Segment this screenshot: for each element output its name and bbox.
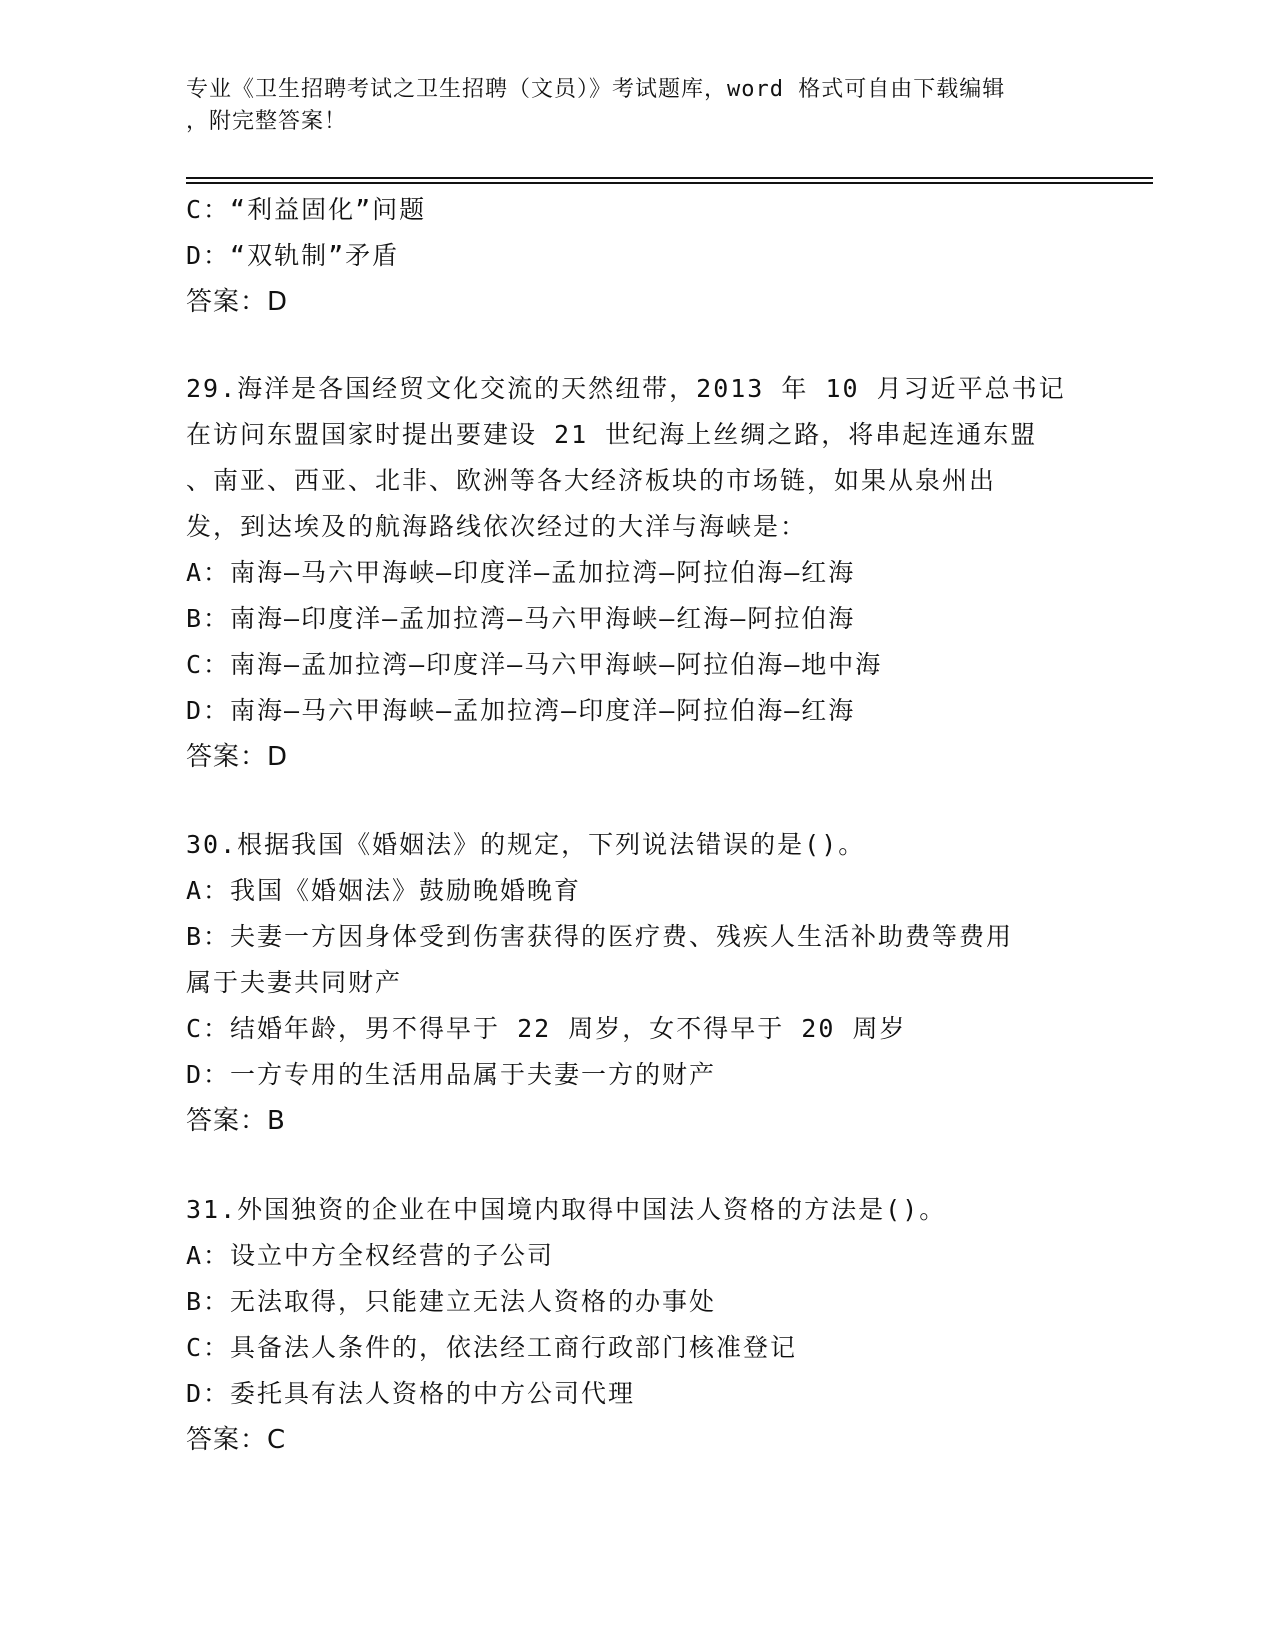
q31-option-b: B：无法取得，只能建立无法人资格的办事处 <box>186 1287 717 1316</box>
q30-stem: 30.根据我国《婚姻法》的规定，下列说法错误的是()。 <box>186 830 866 859</box>
q28-option-d: D：“双轨制”矛盾 <box>186 241 400 270</box>
q31-stem: 31.外国独资的企业在中国境内取得中国法人资格的方法是()。 <box>186 1195 947 1224</box>
q29-option-b: B：南海—印度洋—孟加拉湾—马六甲海峡—红海—阿拉伯海 <box>186 604 856 633</box>
q29-option-c: C：南海—孟加拉湾—印度洋—马六甲海峡—阿拉伯海—地中海 <box>186 650 883 679</box>
q30-option-b-line-1: B：夫妻一方因身体受到伤害获得的医疗费、残疾人生活补助费等费用 <box>186 922 1014 951</box>
q30-answer: 答案：B <box>186 1106 286 1136</box>
q30-option-d: D：一方专用的生活用品属于夫妻一方的财产 <box>186 1060 717 1089</box>
header-line-1: 专业《卫生招聘考试之卫生招聘（文员）》考试题库，word 格式可自由下载编辑 <box>186 77 1006 102</box>
q31-option-a: A：设立中方全权经营的子公司 <box>186 1241 555 1270</box>
q29-stem-line-1: 29.海洋是各国经贸文化交流的天然纽带，2013 年 10 月习近平总书记 <box>186 374 1066 403</box>
q29-option-a: A：南海—马六甲海峡—印度洋—孟加拉湾—阿拉伯海—红海 <box>186 558 856 587</box>
q28-option-c: C：“利益固化”问题 <box>186 195 427 224</box>
q29-option-d: D：南海—马六甲海峡—孟加拉湾—印度洋—阿拉伯海—红海 <box>186 696 856 725</box>
header-divider-bottom <box>186 182 1153 184</box>
document-header <box>186 74 1086 138</box>
header-line-2: ，附完整答案！ <box>186 109 348 134</box>
q31-option-c: C：具备法人条件的，依法经工商行政部门核准登记 <box>186 1333 798 1362</box>
q29-answer: 答案：D <box>186 742 289 772</box>
q29-stem-line-4: 发，到达埃及的航海路线依次经过的大洋与海峡是： <box>186 512 808 541</box>
q29-stem-line-3: 、南亚、西亚、北非、欧洲等各大经济板块的市场链，如果从泉州出 <box>186 466 997 495</box>
q31-answer: 答案：C <box>186 1425 287 1455</box>
q30-option-c: C：结婚年龄，男不得早于 22 周岁，女不得早于 20 周岁 <box>186 1014 907 1043</box>
q30-option-b-line-2: 属于夫妻共同财产 <box>186 968 403 997</box>
q30-option-a: A：我国《婚姻法》鼓励晚婚晚育 <box>186 876 582 905</box>
q28-answer: 答案：D <box>186 287 289 317</box>
q29-stem-line-2: 在访问东盟国家时提出要建设 21 世纪海上丝绸之路，将串起连通东盟 <box>186 420 1038 449</box>
header-divider-top <box>186 177 1153 179</box>
q31-option-d: D：委托具有法人资格的中方公司代理 <box>186 1379 636 1408</box>
